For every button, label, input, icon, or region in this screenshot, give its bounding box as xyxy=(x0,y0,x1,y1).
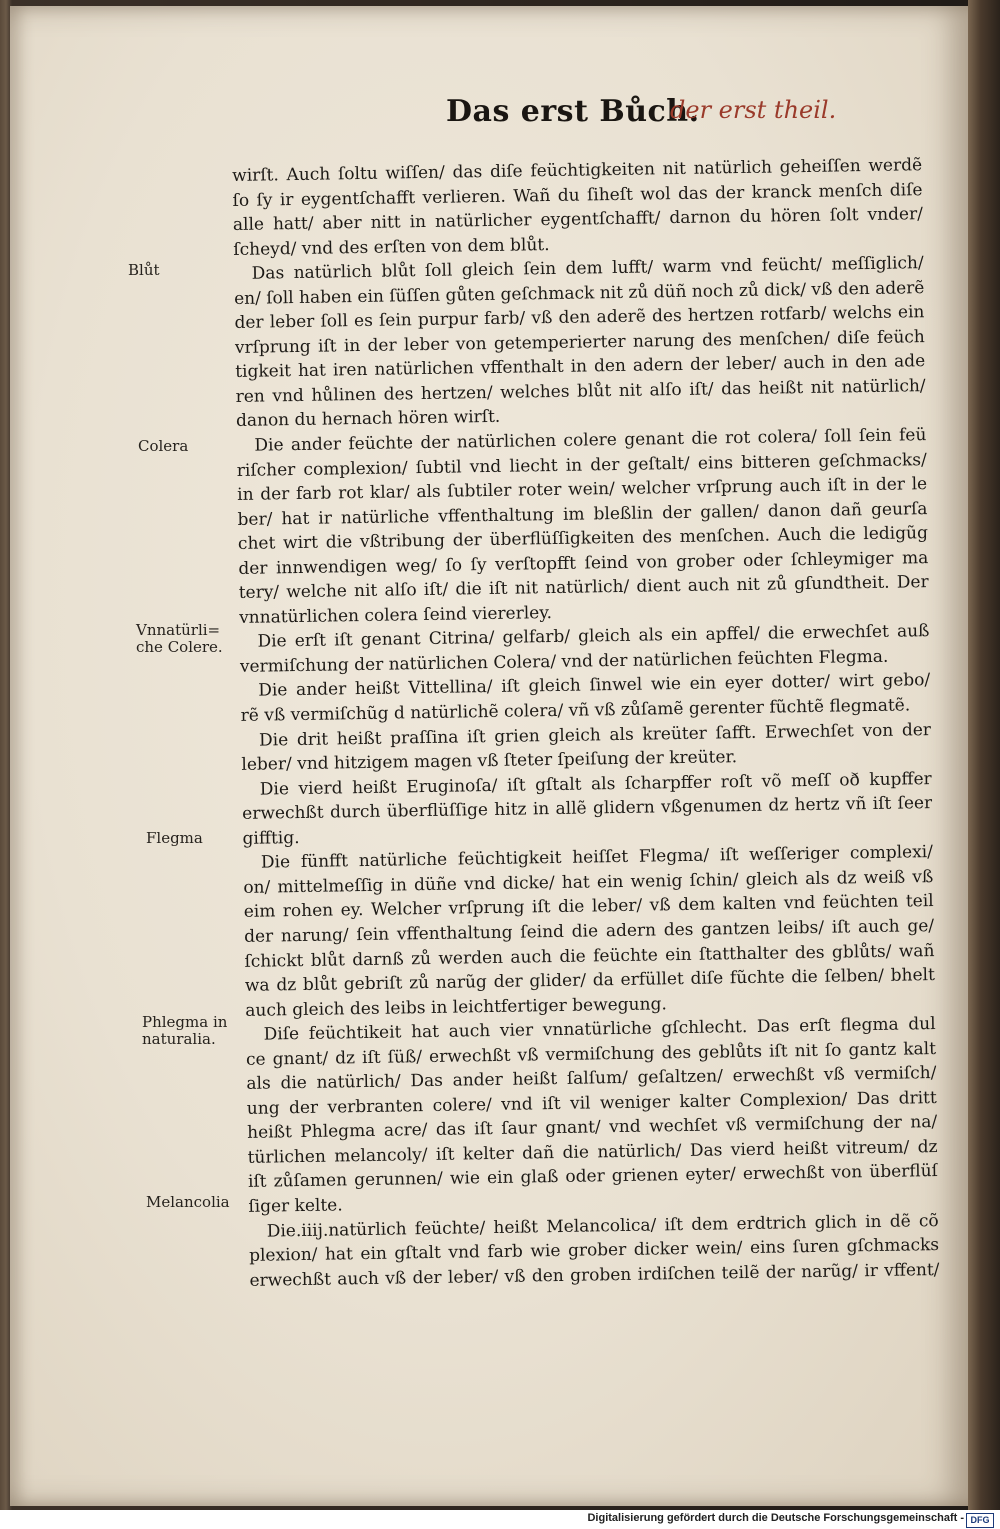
text-line: ung der verbranten colere/ vnd iſt vil weniger kalter Complexion/ Das dritt xyxy=(246,1087,937,1119)
footer-bar xyxy=(0,1510,1000,1529)
text-line: türlichen melancoly/ iſt kelter dañ die natürlich/ Das vierd heißt vitreum/ dz xyxy=(247,1136,938,1168)
text-line: Die ander feüchte der natürlichen colere genant die rot colera/ ſoll ſein feü xyxy=(254,425,927,456)
text-line: der narung/ ſein vffenthaltung ſeind die adern des gantzen leibs/ iſt auch ge/ xyxy=(243,916,935,947)
text-line: tery/ welche nit alſo iſt/ die iſt nit natürlich/ dient auch nit zů gſundtheit. Der xyxy=(238,572,929,604)
text-line: danon du hernach hören wirſt. xyxy=(235,407,501,432)
text-line: chet wirt die vßtribung der überflüſſigkeiten des menſchen. Auch die ledigũg xyxy=(237,523,929,555)
text-line: in der farb rot klar/ als ſubtiler roter wein/ welcher vrſprung auch iſt in der le xyxy=(237,474,928,506)
text-line: Die erſt iſt genant Citrina/ gelfarb/ gleich als ein apffel/ die erwechſet auß xyxy=(257,621,930,653)
text-line: iſt zůſamen gerunnen/ wie ein glaß oder grienen eyter/ erwechßt von überflüſ xyxy=(247,1161,939,1193)
text-line: ſchickt blůt darnß zů werden auch die feüchte ein ſtatthalter des gblůts/ wañ xyxy=(244,940,935,972)
text-line: ce gnant/ dz iſt ſüß/ erwechßt vß vermiſchung des geblůts iſt nit ſo gantz kalt xyxy=(245,1038,937,1070)
text-line: wirſt. Auch ſoltu wiſſen/ das diſe feüchtigkeiten nit natürlich geheiſſen werdẽ xyxy=(232,155,923,186)
text-line: Die.iiij.natürlich feüchte/ heißt Melancolica/ iſt dem erdtrich glich in dẽ cõ xyxy=(266,1210,939,1242)
book-page xyxy=(10,6,970,1506)
text-line: Die drit heißt praſſina iſt grien gleich als kreüter ſafft. Erwechſet von der xyxy=(258,719,932,751)
text-line: rẽ vß vermiſchũg d natürlichẽ colera/ vñ vß zůſamẽ gerenter fũchtẽ flegmatẽ. xyxy=(240,695,911,726)
text-line: ber/ hat ir natürliche vffenthaltung im bleßlin der gallen/ danon dañ geurſa xyxy=(237,498,928,530)
text-line: ſcheyd/ vnd des erſten von dem blůt. xyxy=(233,234,550,260)
text-line: vermiſchung der natürlichen Colera/ vnd der natürlichen feüchten Flegma. xyxy=(239,646,889,677)
margin-note-phlegma: Phlegma in naturalia. xyxy=(142,1013,228,1048)
text-line: en/ ſoll haben ein ſüſſen gůten geſchmack nit zů düñ noch zů dick/ vß den aderẽ xyxy=(233,277,925,309)
text-line: der innwendigen weg/ ſo ſy verſtopfft ſeind von grober oder ſchleymiger ma xyxy=(238,547,929,579)
text-line: Die fünfft natürliche feüchtigkeit heiſſet Flegma/ iſt weſſeriger complexi/ xyxy=(260,842,934,873)
text-line: plexion/ hat ein gſtalt vnd farb wie grober dicker wein/ eins ſuren gſchmacks xyxy=(248,1235,940,1266)
margin-note-colera: Colera xyxy=(138,437,189,455)
margin-note-vnnaturliche-colere: Vnnatürli= che Colere. xyxy=(136,621,223,656)
dfg-logo: DFG xyxy=(966,1513,994,1528)
text-line: vnnatürlichen colera ſeind viererley. xyxy=(238,602,553,628)
text-line: erwechßt auch vß der leber/ vß den groben irdiſchen teilẽ der narũg/ ir vffent/ xyxy=(249,1259,940,1291)
text-line: leber/ vnd hitzigem magen vß ſteter ſpeiſung der kreüter. xyxy=(241,747,738,776)
text-line: gifftig. xyxy=(242,827,300,849)
text-line: wa dz blůt gebriſt zů narũg der glider/ da erfüllet diſe fũchte die ſelben/ bhelt xyxy=(244,965,935,996)
footer-credit: Digitalisierung gefördert durch die Deutsche Forschungsgemeinschaft - xyxy=(587,1512,964,1524)
text-line: Das natürlich blůt ſoll gleich ſein dem lufft/ warm vnd feücht/ meſſiglich/ xyxy=(251,253,924,284)
text-line: Die ander heißt Vittellina/ iſt gleich ſinwel wie ein eyer dotter/ wirt gebo/ xyxy=(258,670,931,702)
margin-note-melancolia: Melancolia xyxy=(146,1193,230,1211)
text-line: Diſe feüchtikeit hat auch vier vnnatürliche gſchlecht. Das erſt flegma dul xyxy=(263,1014,936,1045)
margin-note-blut: Blůt xyxy=(128,261,160,279)
text-line: eim rohen ey. Welcher vrſprung iſt die leber/ vß dem kalten vnd feüchten teil xyxy=(243,891,934,923)
book-spine-edge xyxy=(968,0,1000,1510)
text-line: auch gleich des leibs in leichtfertiger bewegung. xyxy=(245,993,667,1021)
text-line: alle hatt/ aber nitt in natürlicher eygentſchafft/ darnon du hören ſolt vnder/ xyxy=(232,204,924,236)
text-line: Die vierd heißt Eruginoſa/ iſt gſtalt als ſcharpffer roſt võ meſſ oð kupffer xyxy=(259,768,932,800)
text-line: heißt Phlegma acre/ das iſt ſaur gnant/ vnd wechſet vß vermiſchung der na/ xyxy=(247,1112,938,1144)
text-line: der leber ſoll es ſein purpur farb/ vß den aderẽ des hertzen rotfarb/ welchs ein xyxy=(234,302,925,334)
text-line: ren vnd hůlinen des hertzen/ welches blůt nit alſo iſt/ das heißt nit natürlich/ xyxy=(235,376,926,407)
margin-note-flegma: Flegma xyxy=(146,829,203,847)
text-line: ſo ſy ir eygentſchafft verlieren. Wañ du ſiheſt wol das der kranck menſch diſe xyxy=(232,179,923,211)
text-line: als die natürlich/ Das ander heißt ſalſum/ geſaltzen/ erwechßt vß vermiſch/ xyxy=(246,1063,937,1095)
text-line: vrſprung iſt in der leber von getemperierter narung des menſchen/ diſe feüch xyxy=(234,326,925,358)
text-line: on/ mittelmeſſig in düñe vnd dicke/ hat ein wenig ſchin/ gleich als dz weiß vß xyxy=(243,866,934,898)
body-text xyxy=(232,153,940,1293)
text-line: erwechßt durch überflüſſige hitz in allẽ glidern vßgenumen dz hertz vñ iſt ſeer xyxy=(242,793,933,825)
handwritten-annotation: der erst theil. xyxy=(670,96,837,124)
text-line: riſcher complexion/ ſubtil vnd liecht in der geſtalt/ eins bitteren geſchmacks/ xyxy=(236,449,927,481)
text-line: ſiger kelte. xyxy=(248,1195,343,1217)
running-head: Das erst Bůch. xyxy=(446,94,700,129)
text-line: tigkeit hat iren natürlichen vffenthalt in den adern der leber/ auch in den ade xyxy=(235,351,926,383)
